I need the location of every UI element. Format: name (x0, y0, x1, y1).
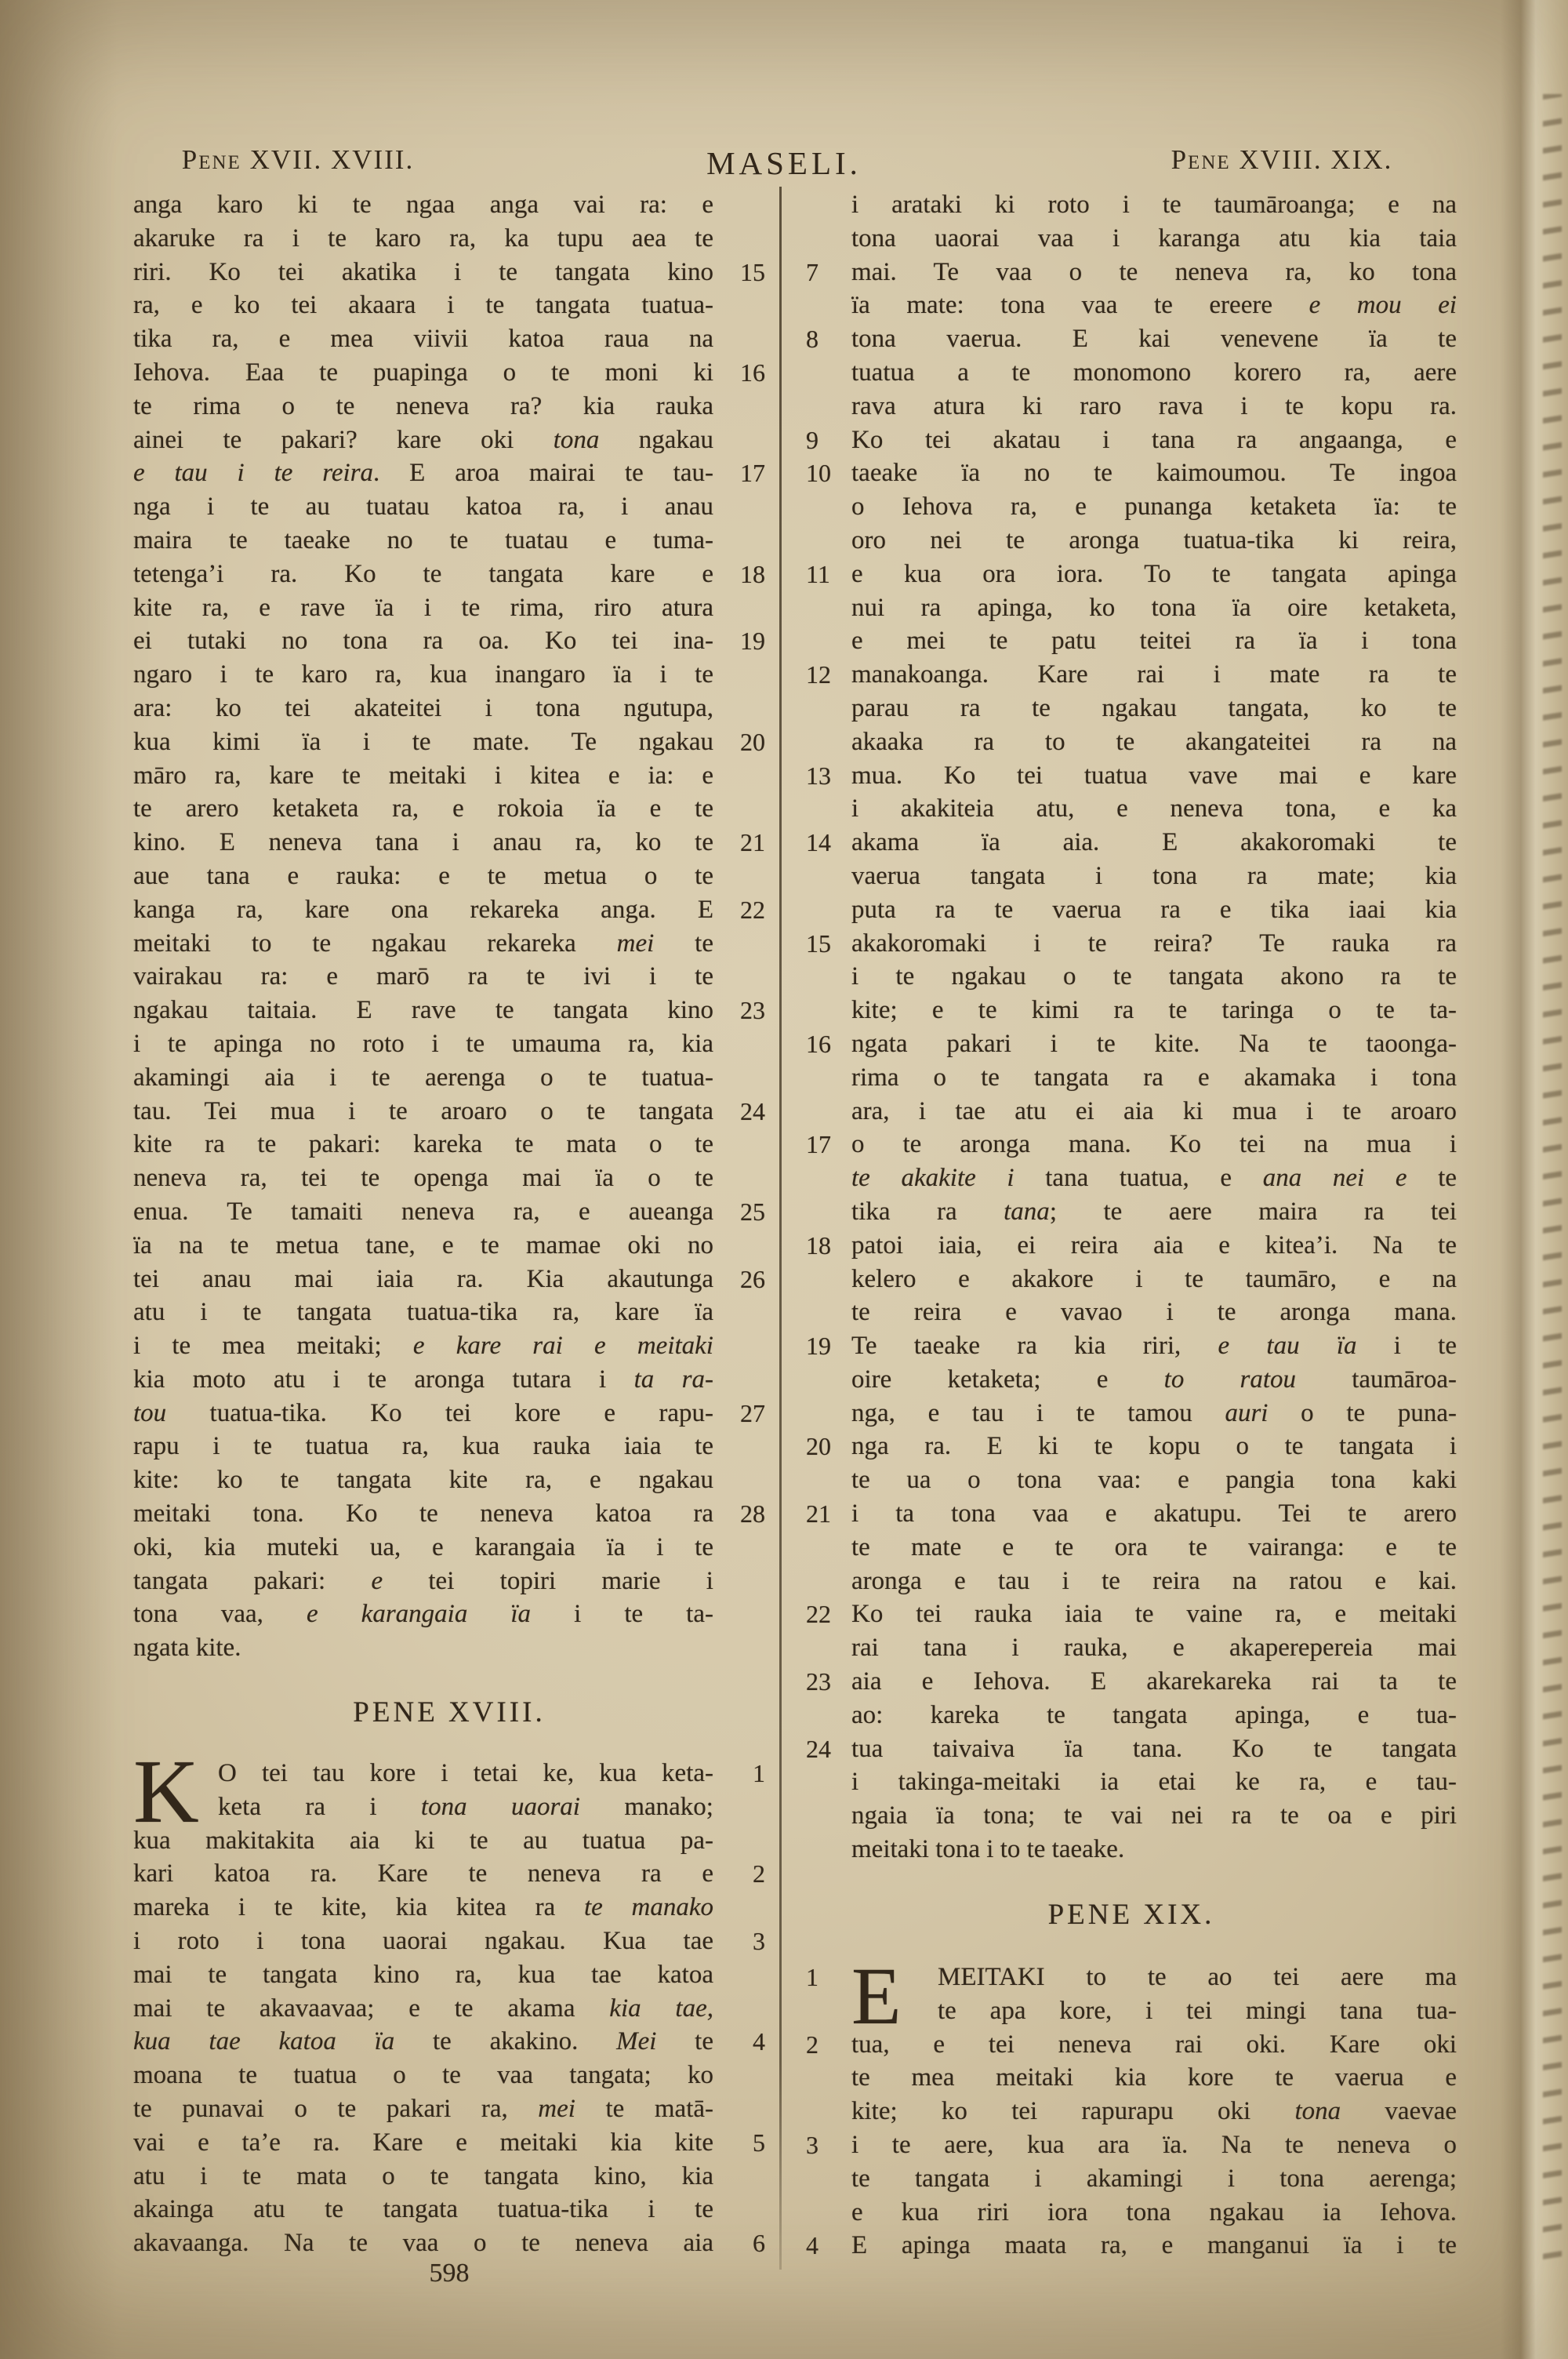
verse-text: ngaro i te karo ra, kua inangaro ïa i te (133, 660, 713, 689)
text-line (133, 322, 765, 356)
verse-text: tei anau mai iaia ra. Kia akautunga (133, 1264, 713, 1293)
verse-text: te punavai o te pakari ra, mei te matā- (133, 2094, 714, 2123)
verse-text: e kua ora iora. To te tangata apinga (851, 559, 1457, 588)
text-line (806, 222, 1457, 256)
text-line (133, 1631, 765, 1665)
text-line (806, 1799, 1457, 1833)
text-line (806, 2028, 1457, 2062)
text-line (806, 490, 1457, 524)
verse-text: anga karo ki te ngaa anga vai ra: e (133, 191, 713, 219)
text-line (806, 2061, 1457, 2095)
verse-text: i te aere, kua ara ïa. Na te neneva o (851, 2130, 1457, 2159)
text-line (133, 1363, 765, 1397)
verse-number: 15 (740, 257, 765, 286)
verse-text: tua, e tei neneva rai oki. Kare oki (851, 2030, 1457, 2059)
text-line (133, 2126, 765, 2160)
verse-text: patoi iaia, ei reira aia e kitea’i. Na te (851, 1230, 1457, 1259)
verse-text: kua tae katoa ïa te akakino. Mei te (133, 2027, 713, 2056)
verse-number: 6 (753, 2229, 765, 2258)
text-line (806, 1430, 1457, 1463)
verse-text: i ta tona vaa e akatupu. Tei te arero (851, 1499, 1457, 1528)
verse-text: aronga e tau i te reira na ratou e kai. (851, 1566, 1457, 1595)
text-line (133, 2092, 765, 2126)
running-head-right: Pene XVIII. XIX. (1171, 144, 1393, 175)
text-line (806, 826, 1457, 860)
verse-text: oki, kia muteki ua, e karangaia ïa i te (133, 1532, 713, 1561)
text-line (806, 1765, 1457, 1799)
verse-text: tuatua a te monomono korero ra, aere (851, 358, 1457, 387)
text-line (133, 1061, 765, 1095)
verse-number: 12 (806, 660, 831, 689)
verse-number: 22 (806, 1600, 831, 1629)
verse-text: kite; e te kimi ra te taringa o te ta- (851, 996, 1457, 1025)
text-line (133, 456, 765, 490)
verse-text: keta ra i tona uaorai manako; (218, 1792, 713, 1821)
text-line (806, 558, 1457, 591)
text-line (133, 2025, 765, 2059)
verse-text: te akakite i tana tuatua, e ana nei e te (851, 1164, 1457, 1193)
verse-text: i arataki ki roto i te taumāroanga; e na (851, 191, 1457, 219)
verse-text: rima o te tangata ra e akamaka i tona (851, 1063, 1457, 1092)
verse-number: 19 (806, 1332, 831, 1361)
verse-text: vai e ta’e ra. Kare e meitaki kia kite (133, 2128, 713, 2157)
verse-number: 16 (806, 1029, 831, 1058)
left-column-chapter-18 (133, 1742, 765, 2260)
verse-text: tetenga’i ra. Ko te tangata kare e (133, 559, 713, 588)
text-line (806, 356, 1457, 390)
verse-number: 1 (806, 1963, 818, 1991)
text-line (133, 725, 765, 759)
text-line (133, 826, 765, 860)
verse-text: i roto i tona uaorai ngakau. Kua tae (133, 1926, 713, 1955)
verse-text: ra, e ko tei akaara i te tangata tuatua- (133, 291, 713, 320)
verse-text: parau ra te ngakau tangata, ko te (851, 693, 1457, 722)
verse-number: 24 (740, 1096, 765, 1125)
text-line (133, 1757, 765, 1790)
verse-number: 13 (806, 761, 831, 790)
verse-text: te ua o tona vaa: e pangia tona kaki (851, 1466, 1457, 1495)
verse-text: te tangata i akamingi i tona aerenga; (851, 2164, 1457, 2193)
text-line (806, 960, 1457, 994)
verse-text: ngata kite. (133, 1634, 241, 1663)
verse-text: E apinga maata ra, e manganui ïa i te (851, 2231, 1457, 2260)
text-line (133, 2193, 765, 2226)
verse-text: akainga atu te tangata tuatua-tika i te (133, 2195, 713, 2224)
verse-text: akama ïa aia. E akakoromaki te (851, 828, 1457, 857)
verse-text: te mea meitaki kia kore te vaerua e (851, 2063, 1457, 2092)
text-line (133, 1565, 765, 1598)
verse-number: 11 (806, 559, 830, 588)
text-line (806, 256, 1457, 289)
verse-text: kanga ra, kare ona rekareka anga. E (133, 895, 713, 924)
verse-text: kite ra te pakari: kareka te mata o te (133, 1130, 713, 1159)
verse-number: 23 (740, 996, 765, 1025)
verse-number: 21 (806, 1499, 831, 1528)
text-line (806, 1497, 1457, 1531)
text-line (133, 591, 765, 625)
text-line (133, 1598, 765, 1631)
verse-text: māro ra, kare te meitaki i kitea e ia: e (133, 761, 713, 790)
text-line (806, 2196, 1457, 2230)
verse-text: ngaia ïa tona; te vai nei ra te oa e piri (851, 1801, 1457, 1830)
verse-text: oro nei te aronga tuatua-tika ki reira, (851, 525, 1457, 554)
text-line (133, 860, 765, 893)
verse-text: ainei te pakari? kare oki tona ngakau (133, 425, 714, 454)
verse-text: tona vaerua. E kai venevene ïa te (851, 325, 1457, 354)
verse-text: mua. Ko tei tuatua vave mai e kare (851, 761, 1457, 790)
text-line (806, 2095, 1457, 2128)
text-line (133, 1296, 765, 1329)
verse-text: mareka i te kite, kia kitea ra te manako (133, 1893, 714, 1922)
text-line (133, 1463, 765, 1497)
text-line (806, 1061, 1457, 1095)
verse-text: akamingi aia i te aerenga o te tuatua- (133, 1063, 713, 1092)
text-line (133, 1790, 765, 1824)
verse-number: 3 (753, 1926, 765, 1955)
text-line (133, 1497, 765, 1531)
text-line (133, 1329, 765, 1363)
text-line (133, 1992, 765, 2026)
verse-text: oire ketaketa; e to ratou taumāroa- (851, 1365, 1457, 1394)
verse-text: ngakau taitaia. E rave te tangata kino (133, 996, 713, 1025)
text-line (133, 1161, 765, 1195)
verse-text: neneva ra, tei te openga mai ïa o te (133, 1164, 713, 1193)
verse-text: tona vaa, e karangaia ïa i te ta- (133, 1600, 713, 1629)
verse-text: nui ra apinga, ko tona ïa oire ketaketa, (851, 593, 1457, 622)
text-line (806, 692, 1457, 725)
text-line (133, 1229, 765, 1263)
text-line (806, 1296, 1457, 1329)
text-line (806, 456, 1457, 490)
text-line (806, 2229, 1457, 2263)
verse-text: te arero ketaketa ra, e rokoia ïa e te (133, 794, 713, 823)
verse-text: tika ra tana; te aere maira ra tei (851, 1197, 1457, 1226)
verse-text: i akakiteia atu, e neneva tona, e ka (851, 794, 1457, 823)
verse-text: i te mea meitaki; e kare rai e meitaki (133, 1332, 713, 1361)
verse-text: o te aronga mana. Ko tei na mua i (851, 1130, 1457, 1159)
text-line (806, 1631, 1457, 1665)
verse-text: vairakau ra: e marō ra te ivi i te (133, 962, 713, 991)
left-column-verses (133, 188, 765, 1665)
verse-number: 23 (806, 1667, 831, 1696)
verse-text: ara, i tae atu ei aia ki mua i te aroaro (851, 1096, 1457, 1125)
text-line (133, 759, 765, 793)
text-line (133, 1263, 765, 1296)
text-line (806, 893, 1457, 927)
verse-text: tou tuatua-tika. Ko tei kore e rapu- (133, 1398, 713, 1427)
text-line (806, 1833, 1457, 1866)
text-line (133, 1128, 765, 1161)
verse-text: e tau i te reira. E aroa mairai te tau- (133, 459, 713, 488)
text-line (806, 390, 1457, 423)
text-line (806, 2128, 1457, 2162)
text-line (806, 1229, 1457, 1263)
text-line (133, 658, 765, 692)
verse-text: ïa mate: tona vaa te ereere e mou ei (851, 291, 1457, 320)
verse-text: riri. Ko tei akatika i te tangata kino (133, 257, 713, 286)
text-line (806, 624, 1457, 658)
verse-text: manakoanga. Kare rai i mate ra te (851, 660, 1457, 689)
text-line (806, 927, 1457, 961)
verse-text: te mate e te ora te vairanga: e te (851, 1532, 1457, 1561)
verse-number: 15 (806, 929, 831, 958)
text-line (806, 994, 1457, 1027)
text-line (133, 256, 765, 289)
text-line (133, 994, 765, 1027)
right-column-verses (806, 188, 1457, 1866)
chapter-heading-pene-xix: PENE XIX. (1047, 1899, 1215, 1931)
text-line (133, 2226, 765, 2260)
text-line (133, 2160, 765, 2194)
verse-number: 10 (806, 459, 831, 488)
verse-text: tona uaorai vaa i karanga atu kia taia (851, 224, 1457, 253)
verse-text: MEITAKI to te ao tei aere ma (938, 1963, 1457, 1991)
text-line (133, 390, 765, 423)
text-line (806, 1598, 1457, 1631)
verse-text: atu i te mata o te tangata kino, kia (133, 2161, 713, 2190)
text-line (806, 1699, 1457, 1732)
verse-text: aue tana e rauka: e te metua o te (133, 861, 713, 890)
verse-text: te reira e vavao i te aronga mana. (851, 1298, 1457, 1327)
drop-cap-k: K (133, 1742, 199, 1842)
verse-text: mai te akavaavaa; e te akama kia tae, (133, 1994, 713, 2023)
verse-number: 7 (806, 257, 818, 286)
verse-number: 18 (806, 1230, 831, 1259)
verse-text: kia moto atu i te aronga tutara i ta ra- (133, 1365, 713, 1394)
next-page-edge-print-marks (1543, 94, 1562, 2274)
verse-text: kino. E neneva tana i anau ra, ko te (133, 828, 713, 857)
text-line (133, 1531, 765, 1565)
drop-cap-e: E (851, 1951, 902, 2041)
page-number: 598 (429, 2259, 470, 2288)
verse-number: 2 (806, 2030, 818, 2059)
verse-text: moana te tuatua o te vaa tangata; ko (133, 2061, 713, 2090)
text-line (806, 188, 1457, 222)
verse-text: tika ra, e mea viivii katoa raua na (133, 325, 713, 354)
verse-text: rapu i te tuatua ra, kua rauka iaia te (133, 1432, 713, 1461)
text-line (806, 860, 1457, 893)
text-line (133, 1958, 765, 1992)
text-line (133, 490, 765, 524)
column-divider-rule (779, 187, 782, 2270)
text-line (806, 423, 1457, 457)
verse-text: tua taivaiva ïa tana. Ko te tangata (851, 1734, 1457, 1763)
text-line (806, 289, 1457, 322)
text-line (133, 927, 765, 961)
text-line (806, 1128, 1457, 1161)
text-line (806, 1565, 1457, 1598)
text-line (806, 1732, 1457, 1766)
verse-text: akakoromaki i te reira? Te rauka ra (851, 929, 1457, 958)
text-line (806, 725, 1457, 759)
verse-number: 1 (753, 1759, 765, 1787)
running-head-left: Pene XVII. XVIII. (181, 144, 415, 175)
text-line (806, 2162, 1457, 2196)
verse-text: mai te tangata kino ra, kua tae katoa (133, 1960, 713, 1989)
text-line (133, 1824, 765, 1858)
verse-text: ngata pakari i te kite. Na te taoonga- (851, 1029, 1457, 1058)
text-line (806, 1961, 1457, 1994)
text-line (806, 1397, 1457, 1430)
text-line (133, 893, 765, 927)
next-page-edge (1501, 0, 1568, 2359)
verse-text: i te ngakau o te tangata akono ra te (851, 962, 1457, 991)
verse-text: rai tana i rauka, e akaperepereia mai (851, 1634, 1457, 1663)
verse-text: nga i te au tuatau katoa ra, i anau (133, 493, 713, 522)
verse-text: ei tutaki no tona ra oa. Ko tei ina- (133, 627, 713, 656)
verse-number: 19 (740, 627, 765, 656)
verse-text: kite; ko tei rapurapu oki tona vaevae (851, 2097, 1457, 2126)
verse-text: atu i te tangata tuatua-tika ra, kare ïa (133, 1298, 713, 1327)
text-line (806, 1161, 1457, 1195)
text-line (133, 222, 765, 256)
verse-text: kelero e akakore i te taumāro, e na (851, 1264, 1457, 1293)
verse-text: rava atura ki raro rava i te kopu ra. (851, 391, 1457, 420)
verse-text: e mei te patu teitei ra ïa i tona (851, 627, 1457, 656)
verse-number: 18 (740, 559, 765, 588)
text-line (133, 289, 765, 322)
verse-number: 4 (753, 2027, 765, 2056)
verse-text: te apa kore, i tei mingi tana tua- (938, 1996, 1457, 2025)
text-line (806, 524, 1457, 558)
text-line (133, 2059, 765, 2092)
verse-number: 5 (753, 2128, 765, 2157)
verse-text: ïa na te metua tane, e te mamae oki no (133, 1230, 713, 1259)
verse-number: 20 (806, 1432, 831, 1461)
text-line (806, 1463, 1457, 1497)
verse-text: i te apinga no roto i te umauma ra, kia (133, 1029, 713, 1058)
text-line (133, 792, 765, 826)
gutter-shadow (0, 0, 118, 2359)
verse-text: meitaki tona i to te taeake. (851, 1835, 1125, 1864)
text-line (133, 1891, 765, 1925)
text-line (806, 1363, 1457, 1397)
verse-text: tangata pakari: e tei topiri marie i (133, 1566, 713, 1595)
text-line (806, 1531, 1457, 1565)
text-line (133, 558, 765, 591)
text-line (133, 188, 765, 222)
verse-number: 21 (740, 828, 765, 857)
verse-number: 22 (740, 895, 765, 924)
verse-text: nga ra. E ki te kopu o te tangata i (851, 1432, 1457, 1461)
text-line (806, 591, 1457, 625)
verse-number: 14 (806, 828, 831, 857)
verse-number: 2 (753, 1859, 765, 1888)
text-line (806, 1329, 1457, 1363)
text-line (806, 658, 1457, 692)
verse-text: i takinga-meitaki ia etai ke ra, e tau- (851, 1768, 1457, 1797)
text-line (133, 692, 765, 725)
text-line (133, 1430, 765, 1463)
verse-text: vaerua tangata i tona ra mate; kia (851, 861, 1457, 890)
verse-text: enua. Te tamaiti neneva ra, e aueanga (133, 1197, 713, 1226)
verse-text: maira te taeake no te tuatau e tuma- (133, 525, 713, 554)
text-line (133, 1857, 765, 1891)
verse-text: Ko tei akatau i tana ra angaanga, e (851, 425, 1457, 454)
verse-number: 4 (806, 2231, 818, 2260)
verse-number: 17 (806, 1130, 831, 1159)
verse-text: kari katoa ra. Kare te neneva ra e (133, 1859, 713, 1888)
verse-text: taeake ïa no te kaimoumou. Te ingoa (851, 459, 1457, 488)
verse-number: 24 (806, 1734, 831, 1763)
verse-text: ara: ko tei akateitei i tona ngutupa, (133, 693, 713, 722)
verse-text: Iehova. Eaa te puapinga o te moni ki (133, 358, 713, 387)
text-line (806, 1095, 1457, 1129)
verse-text: nga, e tau i te tamou auri o te puna- (851, 1398, 1457, 1427)
verse-text: puta ra te vaerua ra e tika iaai kia (851, 895, 1457, 924)
verse-text: kite: ko te tangata kite ra, e ngakau (133, 1466, 713, 1495)
verse-text: meitaki to te ngakau rekareka mei te (133, 929, 713, 958)
text-line (806, 1027, 1457, 1061)
verse-text: Ko tei rauka iaia te vaine ra, e meitaki (851, 1600, 1457, 1629)
verse-number: 9 (806, 425, 818, 454)
verse-text: ao: kareka te tangata apinga, e tua- (851, 1700, 1457, 1729)
verse-text: kua kimi ïa i te mate. Te ngakau (133, 727, 713, 756)
text-line (133, 1925, 765, 1958)
verse-number: 17 (740, 459, 765, 488)
verse-text: meitaki tona. Ko te neneva katoa ra (133, 1499, 713, 1528)
verse-text: aia e Iehova. E akarekareka rai ta te (851, 1667, 1457, 1696)
text-line (133, 524, 765, 558)
verse-number: 27 (740, 1398, 765, 1427)
verse-text: te rima o te neneva ra? kia rauka (133, 391, 713, 420)
text-line (133, 960, 765, 994)
verse-text: e kua riri iora tona ngakau ia Iehova. (851, 2197, 1457, 2226)
text-line (133, 1095, 765, 1129)
text-line (133, 1195, 765, 1229)
verse-text: tau. Tei mua i te aroaro o te tangata (133, 1096, 713, 1125)
text-line (133, 624, 765, 658)
verse-number: 16 (740, 358, 765, 387)
chapter-heading-pene-xviii: PENE XVIII. (353, 1696, 546, 1728)
verse-text: kua makitakita aia ki te au tuatua pa- (133, 1826, 713, 1855)
text-line (133, 1397, 765, 1430)
text-line (806, 1665, 1457, 1699)
verse-text: mai. Te vaa o te neneva ra, ko tona (851, 257, 1457, 286)
running-head-book-title: MASELI. (706, 145, 862, 181)
verse-number: 20 (740, 727, 765, 756)
text-line (806, 1195, 1457, 1229)
text-line (133, 423, 765, 457)
text-line (806, 1994, 1457, 2028)
text-line (806, 322, 1457, 356)
verse-text: Te taeake ra kia riri, e tau ïa i te (851, 1332, 1457, 1361)
verse-text: o Iehova ra, e punanga ketaketa ïa: te (851, 493, 1457, 522)
right-column-chapter-19 (806, 1951, 1457, 2263)
text-line (806, 759, 1457, 793)
verse-text: akaruke ra i te karo ra, ka tupu aea te (133, 224, 713, 253)
text-line (133, 1027, 765, 1061)
verse-text: kite ra, e rave ïa i te rima, riro atura (133, 593, 713, 622)
verse-text: akaaka ra to te akangateitei ra na (851, 727, 1457, 756)
text-line (806, 1263, 1457, 1296)
verse-number: 8 (806, 325, 818, 354)
text-line (806, 792, 1457, 826)
text-line (133, 356, 765, 390)
verse-text: O tei tau kore i tetai ke, kua keta- (218, 1759, 713, 1787)
verse-number: 28 (740, 1499, 765, 1528)
verse-number: 26 (740, 1264, 765, 1293)
verse-number: 3 (806, 2130, 818, 2159)
verse-number: 25 (740, 1197, 765, 1226)
verse-text: akavaanga. Na te vaa o te neneva aia (133, 2229, 713, 2258)
